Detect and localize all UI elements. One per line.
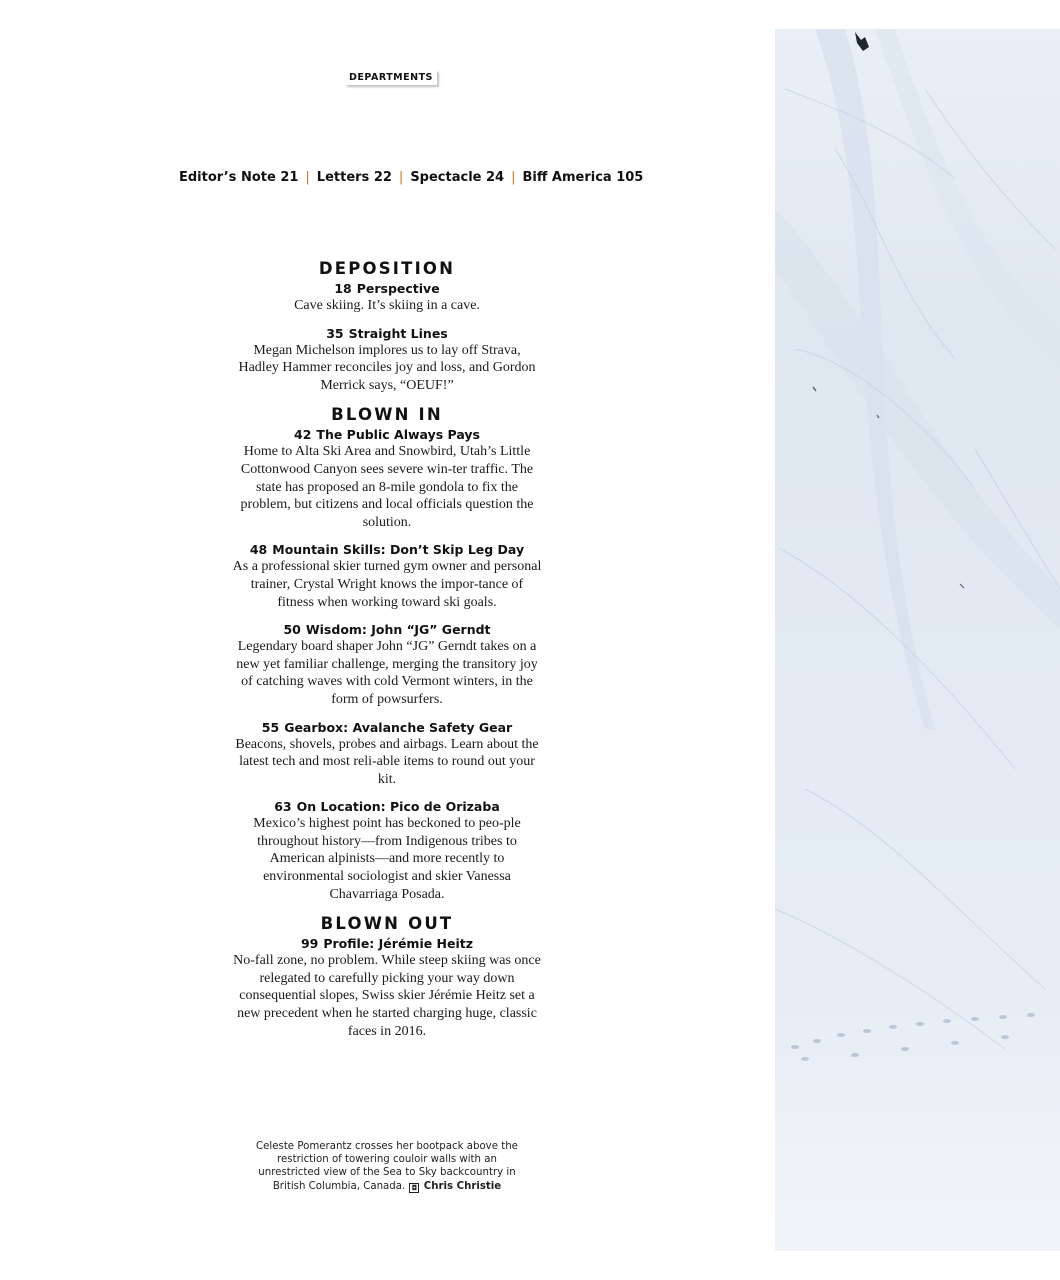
entry-description: Home to Alta Ski Area and Snowbird, Utah’s Little Cottonwood Canyon sees severe win-ter traffic. The state has proposed an 8-mile gondola to fix the problem, but citizens and local officials question the solution.	[240, 444, 534, 530]
toc-entry[interactable]	[232, 935, 542, 1040]
quick-link-spectacle[interactable]: Spectacle 24	[410, 170, 505, 185]
page-number: 99	[300, 936, 319, 952]
toc-entry[interactable]	[232, 325, 542, 395]
entry-heading	[232, 325, 542, 342]
photo-credit: Chris Christie	[423, 1180, 502, 1192]
entry-heading	[232, 541, 542, 558]
entry-description: Cave skiing. It’s skiing in a cave.	[294, 298, 480, 313]
snow-texture	[775, 29, 1060, 1251]
entry-description: Beacons, shovels, probes and airbags. Learn about the latest tech and most reli-able items to round out your kit.	[235, 736, 539, 787]
toc-entry[interactable]	[232, 719, 542, 789]
page-number: 50	[283, 622, 301, 638]
entry-title: Gearbox: Avalanche Safety Gear	[284, 719, 513, 735]
toc-entry[interactable]	[232, 621, 542, 708]
entry-heading	[232, 719, 542, 736]
entry-description: No-fall zone, no problem. While steep skiing was once relegated to carefully picking your way down consequential slopes, Swiss skier Jérémie Heitz set a new precedent when he started charging huge, classic faces in 2016.	[233, 953, 541, 1039]
quick-link-editors-note[interactable]: Editor’s Note 21	[179, 170, 299, 185]
section-deposition	[232, 258, 542, 394]
entry-heading	[232, 935, 542, 952]
caption-text: Celeste Pomerantz crosses her bootpack above the restriction of towering couloir walls with an unrestricted view of the Sea to Sky backcountry in British Columbia, Canada.	[256, 1141, 518, 1192]
entry-title: Profile: Jérémie Heitz	[323, 936, 474, 952]
entry-heading	[232, 426, 542, 443]
entry-heading	[232, 798, 542, 815]
page-number: 42	[294, 427, 312, 443]
snow-slope-photo	[775, 29, 1060, 1251]
camera-icon: ◘	[409, 1183, 419, 1193]
entry-title: Straight Lines	[348, 325, 448, 341]
separator: |	[305, 170, 310, 185]
entry-heading	[232, 621, 542, 638]
page-number: 18	[334, 281, 352, 296]
separator: |	[511, 170, 516, 185]
photo-caption	[252, 1140, 522, 1193]
table-of-contents	[232, 258, 542, 1050]
toc-entry[interactable]	[232, 541, 542, 611]
entry-title: Wisdom: John “JG” Gerndt	[305, 622, 491, 638]
quick-link-letters[interactable]: Letters 22	[316, 170, 392, 185]
entry-title: Mountain Skills: Don’t Skip Leg Day	[272, 542, 525, 558]
page-number: 63	[274, 799, 292, 815]
quick-link-biff-america[interactable]: Biff America 105	[522, 170, 644, 185]
entry-title: The Public Always Pays	[316, 427, 480, 443]
page-number: 48	[249, 542, 268, 558]
page-number: 55	[261, 719, 280, 735]
departments-label: DEPARTMENTS	[345, 70, 437, 85]
section-title: DEPOSITION	[318, 259, 456, 278]
toc-entry[interactable]	[232, 426, 542, 531]
entry-description: Legendary board shaper John “JG” Gerndt takes on a new yet familiar challenge, merging the transitory joy of catching waves with cold Vermont winters, in the form of powsurfers.	[236, 639, 538, 707]
toc-entry[interactable]	[232, 798, 542, 903]
page-number: 35	[326, 325, 344, 341]
entry-title: Perspective	[356, 281, 440, 296]
entry-description: Megan Michelson implores us to lay off Strava, Hadley Hammer reconciles joy and loss, and Gordon Merrick says, “OEUF!”	[238, 342, 536, 393]
entry-heading	[232, 280, 542, 297]
skier-figure	[855, 32, 869, 51]
section-blown-out	[232, 913, 542, 1040]
quick-links	[179, 170, 643, 185]
entry-description: Mexico’s highest point has beckoned to peo-ple throughout history—from Indigenous tribes to American alpinists—and more recently to environmental sociologist and skier Vanessa Chavarriaga Posada.	[253, 816, 521, 902]
entry-description: As a professional skier turned gym owner and personal trainer, Crystal Wright knows the impor-tance of fitness when working toward ski goals.	[232, 559, 542, 610]
section-title: BLOWN OUT	[320, 914, 454, 934]
entry-title: On Location: Pico de Orizaba	[296, 799, 500, 815]
section-title: BLOWN IN	[331, 405, 443, 425]
section-blown-in	[232, 404, 542, 903]
separator: |	[398, 170, 404, 185]
toc-entry[interactable]	[232, 280, 542, 315]
